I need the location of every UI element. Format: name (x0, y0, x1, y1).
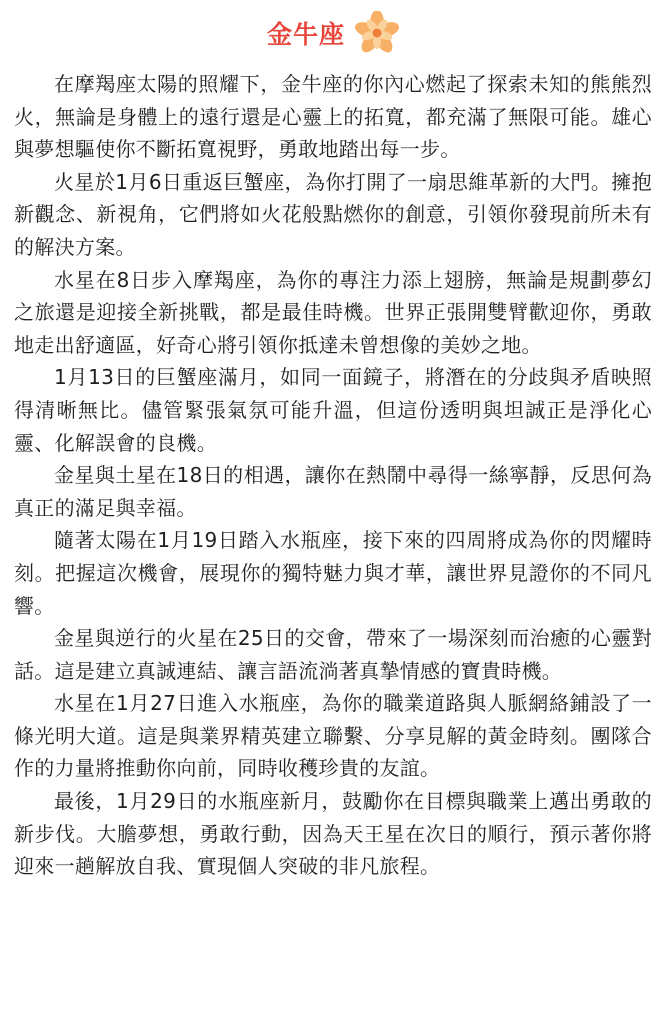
article-body (0, 64, 666, 883)
paragraph: 隨著太陽在1月19日踏入水瓶座，接下來的四周將成為你的閃耀時刻。把握這次機會，展現你的獨特魅力與才華，讓世界見證你的不同凡響。 (14, 528, 652, 618)
paragraph: 水星在8日步入摩羯座，為你的專注力添上翅膀，無論是規劃夢幻之旅還是迎接全新挑戰，都是最佳時機。世界正張開雙臂歡迎你，勇敢地走出舒適區，好奇心將引領你抵達未曾想像的美妙之地。 (14, 267, 652, 357)
flower-icon (355, 11, 399, 55)
article-header (0, 0, 666, 64)
paragraph: 1月13日的巨蟹座滿月，如同一面鏡子，將潛在的分歧與矛盾映照得清晰無比。儘管緊張氣氛可能升溫，但這份透明與坦誠正是淨化心靈、化解誤會的良機。 (14, 365, 652, 455)
paragraph: 水星在1月27日進入水瓶座，為你的職業道路與人脈網絡鋪設了一條光明大道。這是與業界精英建立聯繫、分享見解的黃金時刻。團隊合作的力量將推動你向前，同時收穫珍貴的友誼。 (14, 691, 652, 781)
page-title: 金牛座 (266, 20, 345, 49)
paragraph: 金星與土星在18日的相遇，讓你在熱鬧中尋得一絲寧靜，反思何為真正的滿足與幸福。 (14, 463, 652, 520)
paragraph: 金星與逆行的火星在25日的交會，帶來了一場深刻而治癒的心靈對話。這是建立真誠連結、讓言語流淌著真摯情感的寶貴時機。 (14, 626, 652, 683)
paragraph: 在摩羯座太陽的照耀下，金牛座的你內心燃起了探索未知的熊熊烈火，無論是身體上的遠行還是心靈上的拓寬，都充滿了無限可能。雄心與夢想驅使你不斷拓寬視野，勇敢地踏出每一步。 (14, 72, 652, 162)
paragraph: 最後，1月29日的水瓶座新月，鼓勵你在目標與職業上邁出勇敢的新步伐。大膽夢想，勇敢行動，因為天王星在次日的順行，預示著你將迎來一趟解放自我、實現個人突破的非凡旅程。 (14, 789, 652, 879)
paragraph: 火星於1月6日重返巨蟹座，為你打開了一扇思維革新的大門。擁抱新觀念、新視角，它們將如火花般點燃你的創意，引領你發現前所未有的解決方案。 (14, 169, 652, 259)
